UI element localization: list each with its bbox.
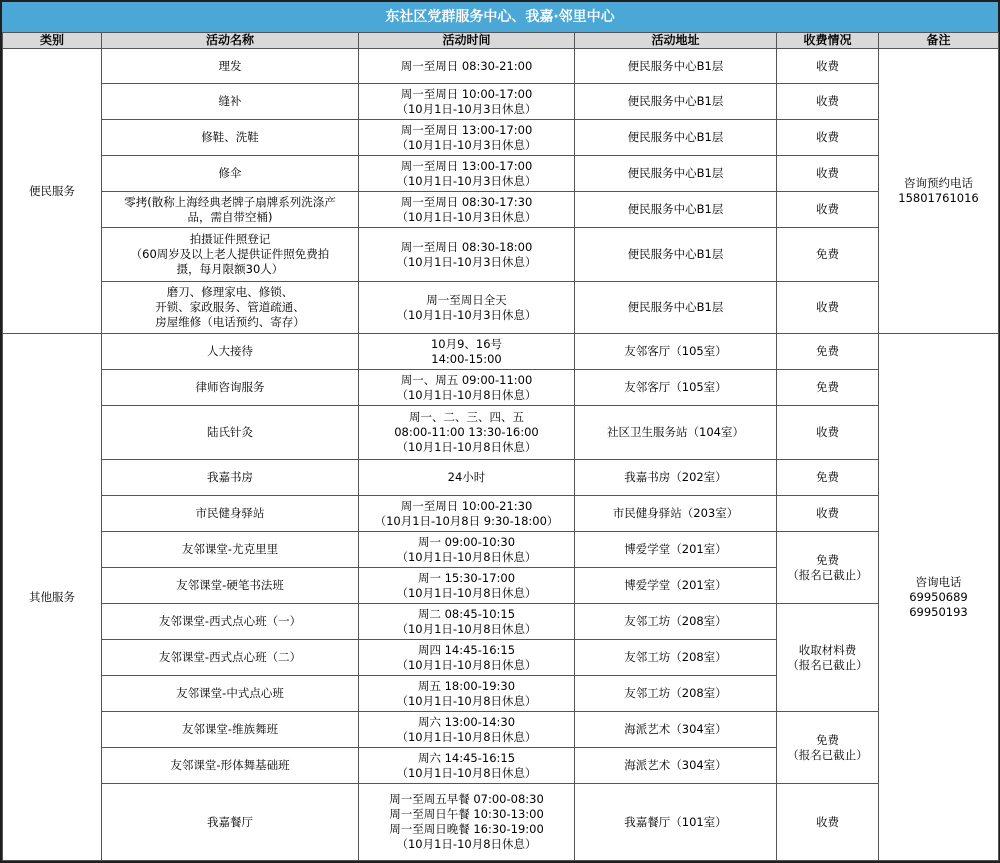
category-cell: 便民服务 xyxy=(3,49,102,334)
table-row xyxy=(3,532,999,568)
activity-name-line: 陆氏针灸 xyxy=(207,425,253,439)
table-row xyxy=(3,84,999,120)
activity-name-line: 品，需自带空桶) xyxy=(187,209,273,224)
activity-name-line: 磨刀、修理家电、修锁、 xyxy=(166,285,294,299)
activity-time-line: 周一、周五 09:00-11:00 xyxy=(400,372,533,387)
activity-name-cell xyxy=(102,156,359,192)
activity-time-line: （10月1日-10月8日休息） xyxy=(396,765,537,780)
fee-cell: 免费 xyxy=(777,460,879,496)
activity-time-line: （10月1日-10月3日休息） xyxy=(396,173,537,188)
activity-address-cell: 便民服务中心B1层 xyxy=(575,192,777,228)
activity-time-cell xyxy=(359,49,575,84)
activity-name-line: 友邻课堂-尤克里里 xyxy=(181,542,279,556)
activity-time-line: 24小时 xyxy=(447,470,486,484)
activity-time-cell xyxy=(359,784,575,861)
activity-time-line: 周一至周日 13:00-17:00 xyxy=(400,122,533,137)
activity-address-cell: 便民服务中心B1层 xyxy=(575,120,777,156)
fee-cell: 收费 xyxy=(777,156,879,192)
table-row xyxy=(3,496,999,532)
activity-time-line: 周一至周日 10:00-21:30 xyxy=(400,498,533,513)
table-row xyxy=(3,120,999,156)
activity-address-cell: 友邻客厅（105室） xyxy=(575,334,777,370)
activity-address-cell: 海派艺术（304室） xyxy=(575,748,777,784)
activity-name-cell xyxy=(102,84,359,120)
activity-name-cell xyxy=(102,748,359,784)
activity-time-line: （10月1日-10月3日休息） xyxy=(396,209,537,224)
fee-cell: 收费 xyxy=(777,120,879,156)
activity-time-line: （10月1日-10月8日休息） xyxy=(396,693,537,708)
activity-name-line: 律师咨询服务 xyxy=(195,380,265,394)
activity-time-line: 周一、二、三、四、五 xyxy=(409,410,524,424)
activity-name-cell xyxy=(102,496,359,532)
activity-time-line: 周一至周日全天 xyxy=(426,292,507,307)
activity-time-line: 周六 13:00-14:30 xyxy=(417,714,516,729)
activity-name-cell xyxy=(102,532,359,568)
fee-line: （报名已截止） xyxy=(787,747,868,762)
activity-name-line: 市民健身驿站 xyxy=(195,506,265,520)
activity-name-line: 友邻课堂-硬笔书法班 xyxy=(176,578,284,592)
activity-time-cell xyxy=(359,282,575,334)
activity-name-cell xyxy=(102,282,359,334)
activity-time-cell xyxy=(359,676,575,712)
activity-name-line: 友邻课堂-中式点心班 xyxy=(176,686,284,700)
activity-address-cell: 友邻客厅（105室） xyxy=(575,370,777,406)
activity-address-cell: 友邻工坊（208室） xyxy=(575,676,777,712)
note-cell xyxy=(879,49,999,334)
activity-time-line: （10月1日-10月8日休息） xyxy=(396,729,537,744)
note-line: 咨询预约电话 xyxy=(904,176,973,190)
activity-name-line: 开锁、家政服务、管道疏通、 xyxy=(155,300,305,314)
activity-time-cell xyxy=(359,370,575,406)
header-time: 活动时间 xyxy=(359,33,575,49)
table-row xyxy=(3,712,999,748)
activity-name-line: 缝补 xyxy=(218,94,242,108)
note-line: 咨询电话 xyxy=(915,574,962,589)
activity-name-cell xyxy=(102,228,359,282)
activity-time-line: （10月1日-10月8日休息） xyxy=(396,387,537,402)
activity-time-line: 周六 14:45-16:15 xyxy=(417,750,516,765)
activity-address-cell: 友邻工坊（208室） xyxy=(575,604,777,640)
activity-name-line: 我嘉餐厅 xyxy=(207,814,253,829)
activity-name-line: 摄，每月限额30人） xyxy=(176,262,284,276)
header-address: 活动地址 xyxy=(575,33,777,49)
activity-time-line: （10月1日-10月8日休息） xyxy=(396,837,537,851)
activity-time-cell xyxy=(359,460,575,496)
activity-time-cell xyxy=(359,712,575,748)
activity-name-line: 理发 xyxy=(218,58,242,73)
header-activity: 活动名称 xyxy=(102,33,359,49)
activity-time-line: 周一至周日 08:30-17:30 xyxy=(400,194,533,209)
activity-time-cell xyxy=(359,568,575,604)
table-row xyxy=(3,156,999,192)
activity-name-line: 友邻课堂-西式点心班（二） xyxy=(158,650,302,664)
activity-time-line: （10月1日-10月3日休息） xyxy=(396,137,537,152)
fee-cell: 收费 xyxy=(777,192,879,228)
activity-time-line: 周五 18:00-19:30 xyxy=(417,678,516,693)
activity-time-line: 08:00-11:00 13:30-16:00 xyxy=(394,425,539,439)
document-title: 东社区党群服务中心、我嘉·邻里中心 xyxy=(2,2,998,32)
activity-time-line: 周一至周五早餐 07:00-08:30 xyxy=(389,792,544,806)
fee-cell: 收费 xyxy=(777,84,879,120)
activity-name-line: 友邻课堂-维族舞班 xyxy=(181,722,279,736)
activity-time-cell xyxy=(359,604,575,640)
fee-cell: 收费 xyxy=(777,49,879,84)
activity-name-line: 拍摄证件照登记 xyxy=(189,232,271,246)
activity-name-cell xyxy=(102,640,359,676)
activity-time-line: 周一至周日 08:30-21:00 xyxy=(400,58,533,73)
activity-time-line: 周一 09:00-10:30 xyxy=(417,534,516,549)
activity-time-line: 10月9、16号 xyxy=(430,336,503,351)
activity-address-cell: 便民服务中心B1层 xyxy=(575,228,777,282)
activity-time-line: （10月1日-10月3日休息） xyxy=(396,101,537,116)
activity-time-cell xyxy=(359,84,575,120)
activity-name-line: 友邻课堂-西式点心班（一） xyxy=(158,614,302,628)
table-row xyxy=(3,282,999,334)
activity-time-line: 周一至周日 13:00-17:00 xyxy=(400,158,533,173)
activity-address-cell: 博爱学堂（201室） xyxy=(575,532,777,568)
activity-name-cell xyxy=(102,676,359,712)
table-row xyxy=(3,784,999,861)
table-row xyxy=(3,334,999,370)
table-row xyxy=(3,228,999,282)
activity-address-cell: 海派艺术（304室） xyxy=(575,712,777,748)
activity-time-line: （10月1日-10月8日休息） xyxy=(396,621,537,636)
activity-address-cell: 我嘉餐厅（101室） xyxy=(575,784,777,861)
note-cell xyxy=(879,334,999,861)
activity-name-line: 人大接待 xyxy=(207,344,253,358)
fee-line: 收取材料费 xyxy=(798,642,857,657)
note-line: 69950193 xyxy=(909,604,968,619)
table-row xyxy=(3,370,999,406)
activity-time-line: 周一至周日午餐 10:30-13:00 xyxy=(389,807,544,821)
table-row xyxy=(3,192,999,228)
activity-time-line: 周四 14:45-16:15 xyxy=(417,642,516,657)
activity-time-line: 14:00-15:00 xyxy=(431,351,502,366)
activity-address-cell: 我嘉书房（202室） xyxy=(575,460,777,496)
activity-name-cell xyxy=(102,784,359,861)
activity-name-cell xyxy=(102,192,359,228)
activity-time-line: （10月1日-10月3日休息） xyxy=(396,254,537,269)
header-row xyxy=(3,33,999,49)
activity-time-line: 周一至周日 10:00-17:00 xyxy=(400,86,533,101)
activity-time-line: 周二 08:45-10:15 xyxy=(417,606,516,621)
fee-cell: 收费 xyxy=(777,406,879,460)
activity-name-line: 友邻课堂-形体舞基础班 xyxy=(170,758,290,772)
activity-name-cell xyxy=(102,49,359,84)
activity-address-cell: 便民服务中心B1层 xyxy=(575,282,777,334)
activity-name-line: 零拷(散称上海经典老牌子扇牌系列洗涤产 xyxy=(124,194,336,209)
activity-name-cell xyxy=(102,334,359,370)
category-cell: 其他服务 xyxy=(3,334,102,861)
activity-time-cell xyxy=(359,120,575,156)
activity-address-cell: 友邻工坊（208室） xyxy=(575,640,777,676)
activity-time-cell xyxy=(359,748,575,784)
fee-cell: 免费 xyxy=(777,370,879,406)
activity-time-line: （10月1日-10月8日休息） xyxy=(396,657,537,672)
activity-time-line: （10月1日-10月3日休息） xyxy=(396,307,537,322)
activity-address-cell: 便民服务中心B1层 xyxy=(575,49,777,84)
table-row xyxy=(3,406,999,460)
table-row xyxy=(3,49,999,84)
fee-group-cell xyxy=(777,712,879,784)
activity-time-cell xyxy=(359,496,575,532)
header-fee: 收费情况 xyxy=(777,33,879,49)
activity-name-line: 房屋维修（电话预约、寄存） xyxy=(155,315,305,329)
activity-name-line: 修鞋、洗鞋 xyxy=(201,130,259,144)
activity-address-cell: 便民服务中心B1层 xyxy=(575,156,777,192)
activity-name-cell xyxy=(102,604,359,640)
activity-time-cell xyxy=(359,156,575,192)
activity-time-cell xyxy=(359,532,575,568)
table-row xyxy=(3,460,999,496)
table-row xyxy=(3,604,999,640)
activity-address-cell: 便民服务中心B1层 xyxy=(575,84,777,120)
fee-line: 免费 xyxy=(816,732,839,747)
activity-name-line: 我嘉书房 xyxy=(207,470,253,484)
activity-time-line: （10月1日-10月8日休息） xyxy=(396,549,537,564)
schedule-table xyxy=(2,32,999,861)
fee-cell: 收费 xyxy=(777,282,879,334)
activity-time-cell xyxy=(359,228,575,282)
activity-time-cell xyxy=(359,406,575,460)
header-category: 类别 xyxy=(3,33,102,49)
activity-time-line: 周一至周日 08:30-18:00 xyxy=(400,239,533,254)
fee-line: 免费 xyxy=(816,552,839,567)
activity-time-line: 周一至周日晚餐 16:30-19:00 xyxy=(389,822,544,836)
fee-line: （报名已截止） xyxy=(787,657,868,672)
activity-time-cell xyxy=(359,640,575,676)
fee-group-cell xyxy=(777,532,879,604)
activity-name-line: （60周岁及以上老人提供证件照免费拍 xyxy=(130,247,330,261)
activity-time-line: （10月1日-10月8日休息） xyxy=(396,440,537,454)
activity-address-cell: 社区卫生服务站（104室） xyxy=(575,406,777,460)
activity-name-cell xyxy=(102,460,359,496)
activity-name-cell xyxy=(102,568,359,604)
activity-name-cell xyxy=(102,370,359,406)
fee-cell: 收费 xyxy=(777,496,879,532)
activity-time-cell xyxy=(359,334,575,370)
activity-time-line: 周一 15:30-17:00 xyxy=(417,570,516,585)
activity-time-line: （10月1日-10月8日休息） xyxy=(396,585,537,600)
activity-name-cell xyxy=(102,120,359,156)
note-line: 15801761016 xyxy=(898,191,979,205)
header-note: 备注 xyxy=(879,33,999,49)
activity-name-cell xyxy=(102,712,359,748)
fee-group-cell xyxy=(777,604,879,712)
activity-address-cell: 市民健身驿站（203室） xyxy=(575,496,777,532)
note-line: 69950689 xyxy=(909,589,968,604)
fee-line: （报名已截止） xyxy=(787,567,868,582)
fee-cell: 收费 xyxy=(777,784,879,861)
activity-address-cell: 博爱学堂（201室） xyxy=(575,568,777,604)
fee-cell: 免费 xyxy=(777,228,879,282)
fee-cell: 免费 xyxy=(777,334,879,370)
activity-name-cell xyxy=(102,406,359,460)
activity-time-cell xyxy=(359,192,575,228)
activity-name-line: 修伞 xyxy=(218,166,242,180)
activity-time-line: （10月1日-10月8日 9:30-18:00） xyxy=(374,513,559,528)
